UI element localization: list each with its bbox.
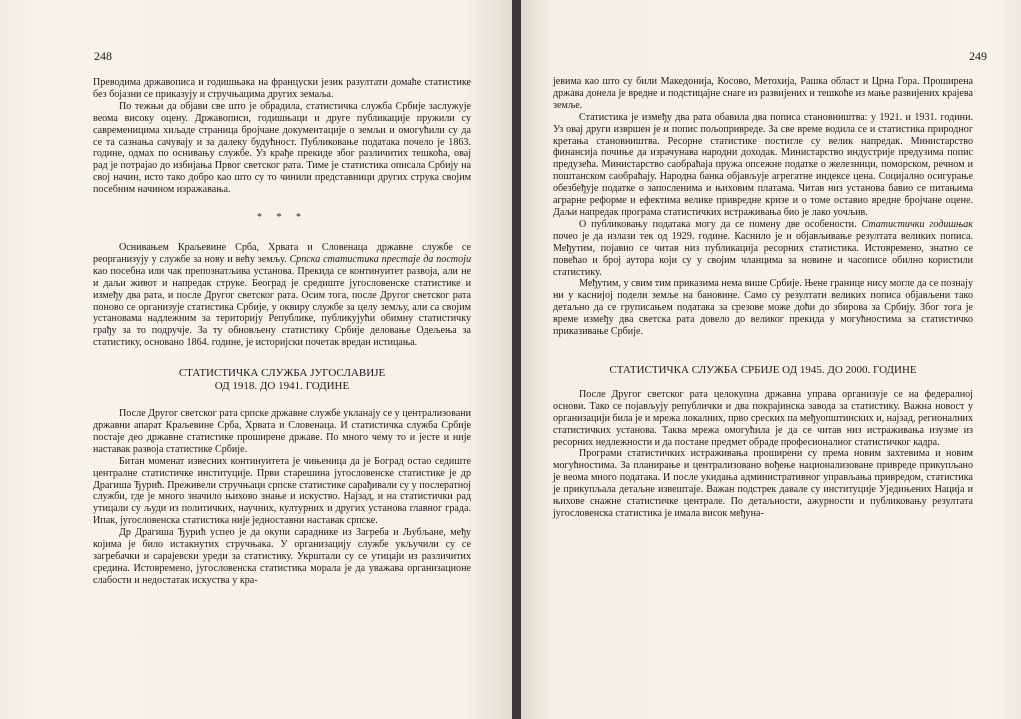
left-page-body	[93, 77, 471, 587]
paragraph: Статистика је између два рата обавила два пописа становништва: у 1921. и 1931. години. Уз овај други извршен је и попис пољопривреде. За све време водила се и статистика природног кретања становништва. Ресорне статистике постигле су велик напредак. Министарство финансија почиње да израчунава народни доходак. Министарство индустрије предузима попис предузећа. Министарство саобраћаја пружа опсежне податке о железници, поморском, речном и поштанском саобраћају. Народна банка објављује агрегатне индексе цена. Социјално осигурање обезбеђује податке о запосленима и њиховим платама. Читав низ установа бавио се питањима аграрне реформе и ефектима велике привредне кризе и о томе оставио вредне бројчане оцене. Даљи напредак програма статистичких истраживања био је лако уочљив.	[553, 111, 973, 218]
page-number-right: 249	[969, 49, 987, 63]
italic-phrase: Српска статистика престаје да постоји	[289, 253, 471, 265]
paragraph: јевима као што су били Македонија, Косово, Метохија, Рашка област и Црна Гора. Проширена држава донела је вредне и подстицајне снаге из развијених и тешкоће из мање развијених крајева земље.	[553, 76, 973, 111]
right-page	[521, 0, 1021, 719]
paragraph: Др Драгиша Ђурић успео је да окупи сараднике из Загреба и Љубљане, међу којима је било истакнутих стручњака. У организацију службе укључили су се загребачки и сарајевски уреди за статистику. Укрштали су се утицаји из различитих средина. Истовремено, југословенска статистика морала је да уважава организационе слабости и недостатак искуства у кра-	[93, 527, 471, 586]
right-page-body	[553, 76, 973, 520]
paragraph: После Другог светског рата српске државне службе укланају се у централизовани државни апарат Краљевине Срба, Хрвата и Словенаца. И статистичка служба Србије постаје део државне статистике проширене државе. По много чему то и јесте и није наставак развоја статистике Србије.	[93, 408, 471, 455]
section-heading-line: СТАТИСТИЧКА СЛУЖБА ЈУГОСЛАВИЈЕ	[178, 367, 386, 380]
section-heading	[553, 364, 973, 377]
section-separator: * * *	[257, 212, 307, 224]
paragraph	[553, 219, 973, 279]
page-number-left: 248	[94, 49, 112, 63]
paragraph: Битан моменат извесних континуитета је чињеница да је Бoград остао седиште централне статистичке институције. Први старешина југословенске статистике је др Драгиша Ђурић. Преживели стручњаци српске статистике сарађивали су у послератној служби, где је много значило њихово знање и искуство. Најзад, и на статистички рад утицали су људи из политичких, научних, културних и других установа главног града. Ипак, југословенска статистика није једноставни наставак српске.	[93, 455, 471, 527]
paragraph: По тежњи да објави све што је обрадила, статистичка служба Србије заслужује веома високу оцену. Државописи, годишњаци и друге публикације пружили су савременицима хиљаде страница бројчане документације о земљи и омогућили су да се та сазнања сачувају и за далеку будућност. Публиковање података почело је 1863. године, одмах по оснивању службе. Уз крађе прекиде због различитих тешкоћа, овај рад је потрајао до избијања Првог светског рата. Тиме је статистика описала Србију на свој начин, исто тако добро као што су то чинили представници других струка својим посебним начином изражавања.	[93, 100, 471, 196]
paragraph: После Другог светског рата целокупна државна управа организује се на федералној основи. Тако се појављују републички и два покрајинска завода за статистику. Важна новост у организацији била је и мрежа локалних, прво среских па међуопштинских и, најзад, регионалних статистичких установа. Таква мрежа омогућила је да се читав низ истраживања изузме из ресорних недлежности и да постане предмет обраде професионалног статистичког кадра.	[553, 388, 973, 448]
paragraph	[93, 242, 471, 349]
paragraph-text: почео је да излази тек од 1929. године. Каснило је и објављивање резултата великих пописа. Међутим, појавио се читав низ публикација ресорних статистика. Истовремено, знатно се повећао и број аутора који су у својим чланцима за новине и часописе обилно користили статистику.	[553, 230, 973, 278]
section-heading-line: СТАТИСТИЧКА СЛУЖБА СРБИЈЕ ОД 1945. ДО 2000. ГОДИНЕ	[609, 363, 917, 376]
paragraph-text: О публиковању података могу да се помену две особености.	[579, 218, 862, 230]
paragraph: Програми статистичких истраживања проширени су према новим захтевима и новим могућностима. За планирање и централизовано вођење национализоване привреде прикупљано је веома много података. И после укидања административног управљања привредом, статистика је прикупљала детаљне извештаје. Важан подстрек давале су институције Уједињених Нација и њихове снажне статистичке централе. По детаљности, ажурности и публиковању резултата југословенска статистика је имала висок међуна-	[553, 448, 973, 519]
section-heading	[93, 367, 471, 393]
book-gutter	[512, 0, 521, 719]
section-heading-line: ОД 1918. ДО 1941. ГОДИНЕ	[214, 380, 350, 393]
italic-phrase: Статистички годишњак	[861, 218, 973, 230]
paragraph: Међутим, у свим тим приказима нема више Србије. Њене границе нису могле да се познају ни у каснијој подели земље на бановине. Само су резултати великих пописа објављени тако детаљно да се груписањем података за срезове може доћи до збирова за Србију. Због тога је време између два светска рата довело до великог прекида у могућностима за статистичко приказивање Србије.	[553, 278, 973, 338]
paragraph-text: Оснивањем Краљевине Срба, Хрвата и Словенаца државне службе се реорганизују у службе за нову и већу земљу.	[93, 241, 471, 265]
paragraph-text: као посебна или чак препознатљива установа. Прекида се континуитет развоја, али не и даљи живот и напредак струке. Београд је средиште југословенске статистике и између два рата, и после Другог светског рата. Осим тога, после Другог светског рата поново се организује статистика Србије, у оквиру службе за целу земљу, али са својим установама надлежним за територију Републике, публикујући обимну статистичку грађу за то подручје. За ту обновљену статистику Србије деловање Одељења за статистику, основано 1864. године, је историјски почетак вредан истицања.	[93, 265, 471, 349]
paragraph: Преводима државописа и годишњака на француски језик разултати домаће статистике без бојазни се приказују и стручњацима других земаља.	[93, 77, 471, 100]
